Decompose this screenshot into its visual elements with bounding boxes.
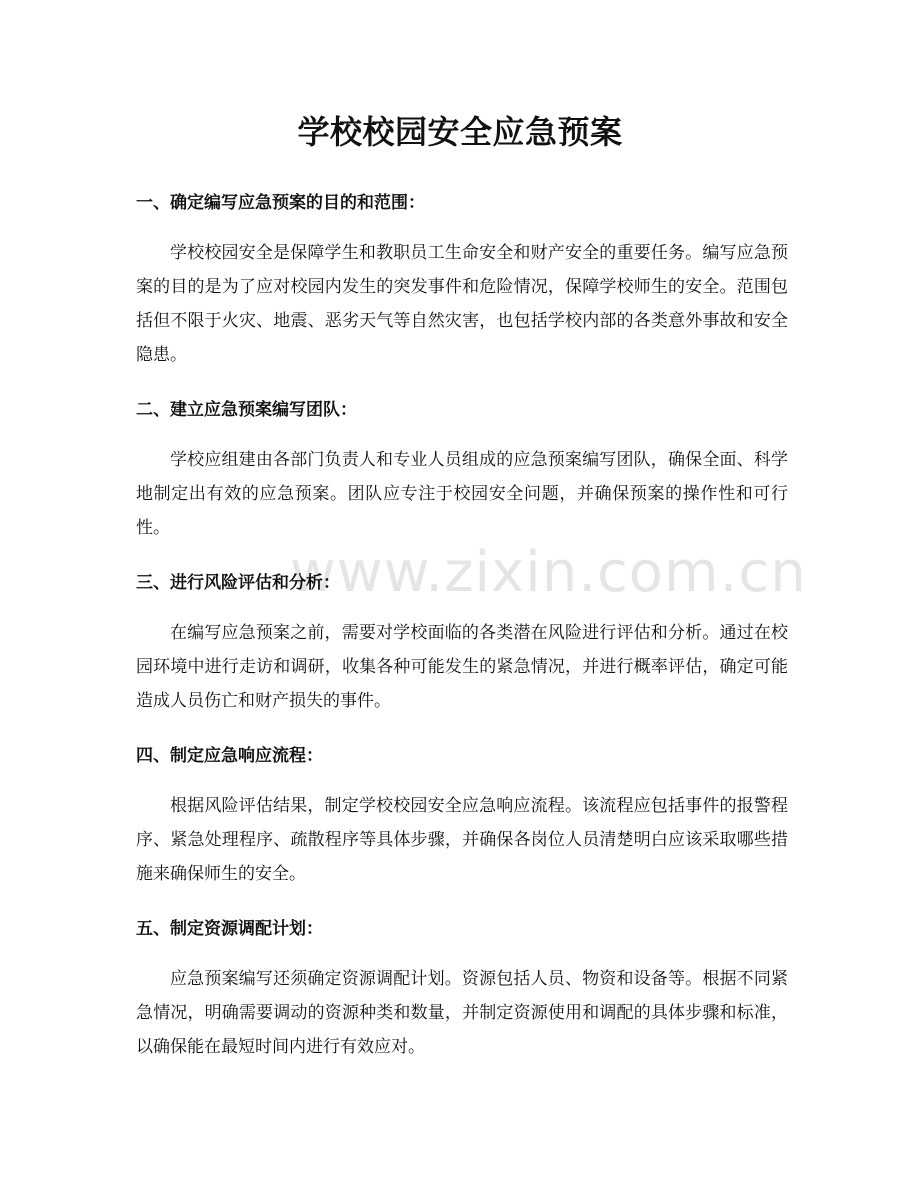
section-response-process xyxy=(136,743,788,891)
section-heading: 三、进行风险评估和分析： xyxy=(136,573,340,593)
section-resource-plan xyxy=(136,916,788,1064)
section-risk-assessment xyxy=(136,570,788,718)
section-heading: 一、确定编写应急预案的目的和范围： xyxy=(136,193,425,213)
section-paragraph: 在编写应急预案之前，需要对学校面临的各类潜在风险进行评估和分析。通过在校园环境中进行走访和调研，收集各种可能发生的紧急情况，并进行概率评估，确定可能造成人员伤亡和财产损失的事件。 xyxy=(136,623,788,711)
section-team xyxy=(136,397,788,545)
section-purpose-scope xyxy=(136,190,788,372)
section-heading: 五、制定资源调配计划： xyxy=(136,919,323,939)
section-heading: 二、建立应急预案编写团队： xyxy=(136,400,357,420)
section-heading: 四、制定应急响应流程： xyxy=(136,746,323,766)
section-paragraph: 学校校园安全是保障学生和教职员工生命安全和财产安全的重要任务。编写应急预案的目的是为了应对校园内发生的突发事件和危险情况，保障学校师生的安全。范围包括但不限于火灾、地震、恶劣天气等自然灾害，也包括学校内部的各类意外事故和安全隐患。 xyxy=(136,243,788,365)
section-paragraph: 应急预案编写还须确定资源调配计划。资源包括人员、物资和设备等。根据不同紧急情况，明确需要调动的资源种类和数量，并制定资源使用和调配的具体步骤和标准，以确保能在最短时间内进行有效应对。 xyxy=(136,969,788,1057)
page-title: 学校校园安全应急预案 xyxy=(297,113,623,151)
section-paragraph: 学校应组建由各部门负责人和专业人员组成的应急预案编写团队，确保全面、科学地制定出有效的应急预案。团队应专注于校园安全问题，并确保预案的操作性和可行性。 xyxy=(136,450,788,538)
section-paragraph: 根据风险评估结果，制定学校校园安全应急响应流程。该流程应包括事件的报警程序、紧急处理程序、疏散程序等具体步骤，并确保各岗位人员清楚明白应该采取哪些措施来确保师生的安全。 xyxy=(136,796,788,884)
watermark: www.zixin.com.cn xyxy=(290,540,807,605)
